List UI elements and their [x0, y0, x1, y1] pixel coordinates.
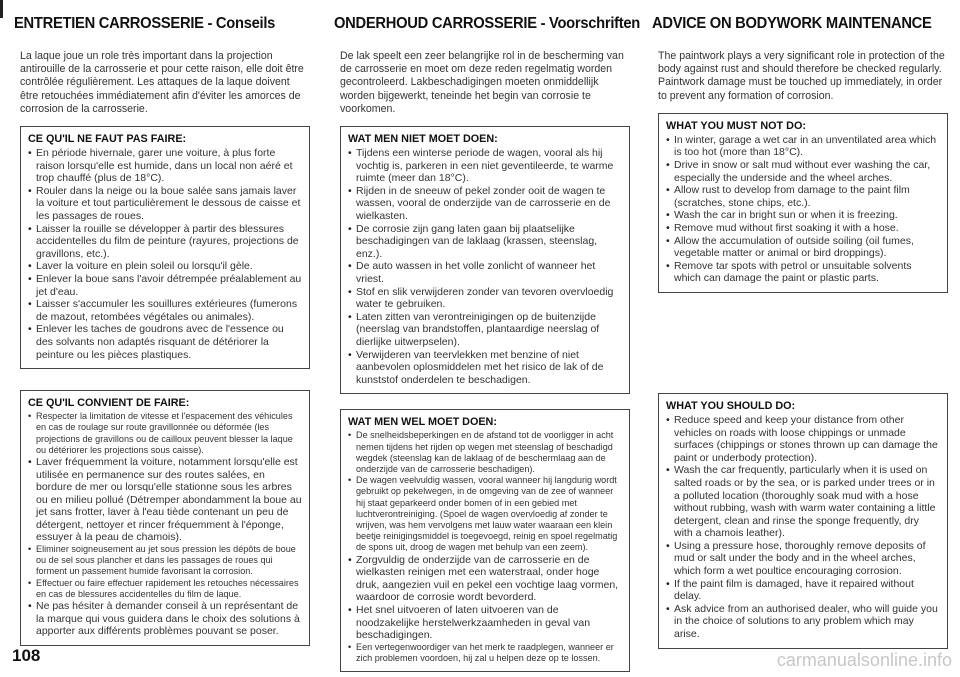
french-dont-title: CE QU'IL NE FAUT PAS FAIRE: [28, 133, 187, 146]
dutch-do-item: • Het snel uitvoeren of laten uitvoeren van de noodzakelijke herstelwerkzaamheden in geval van beschadigingen. [348, 604, 622, 642]
dutch-dont-box [340, 126, 630, 394]
french-dont-item: • Enlever les taches de goudrons avec de l'essence ou des solvants non adaptés risquant de détériorer la peinture ou les pièces plastiques. [28, 323, 302, 361]
english-dont-item: • Allow the accumulation of outside soiling (oil fumes, vegetable matter or animal or bird droppings). [666, 235, 940, 260]
watermark: carmanualsonline.info [776, 650, 952, 670]
french-dont-item: • En période hivernale, garer une voiture, à plus forte raison lorsqu'elle est humide, dans un local non aéré et trop chauffé (plus de 18°C). [28, 147, 302, 185]
french-do-item: • Eliminer soigneusement au jet sous pression les dépôts de boue ou de sel sous plancher et dans les passages de roues qui forment un passement humide favorisant la corrosion. [28, 544, 302, 578]
french-do-title: CE QU'IL CONVIENT DE FAIRE: [28, 397, 190, 410]
french-column [14, 14, 310, 646]
french-title: ENTRETIEN CARROSSERIE - Conseils [14, 15, 276, 32]
english-dont-title: WHAT YOU MUST NOT DO: [666, 119, 806, 132]
dutch-dont-item: • Stof en slik verwijderen zonder van tevoren overvloedig water te gebruiken. [348, 286, 622, 311]
page-number: 108 [12, 646, 41, 665]
english-dont-item: • Drive in snow or salt mud without ever washing the car, especially the underside and the wheel arches. [666, 159, 940, 184]
french-do-item: • Effectuer ou faire effectuer rapidement les retouches nécessaires en cas de blessures accidentelles du film de laque. [28, 578, 302, 600]
english-dont-item: • In winter, garage a wet car in an unventilated area which is too hot (more than 18°C). [666, 134, 940, 159]
english-column [652, 14, 948, 649]
dutch-column [334, 14, 641, 672]
french-do-box [20, 390, 310, 646]
french-do-item: • Respecter la limitation de vitesse et l'espacement des véhicules en cas de roulage sur route gravillonnée ou déformée (les projections de gravillons ou de cailloux peuvent blesser la laque ou détériorer les projections sous caisse). [28, 411, 302, 456]
english-dont-item: • Wash the car in bright sun or when it is freezing. [666, 209, 940, 222]
dutch-do-box [340, 409, 630, 672]
english-dont-item: • Remove tar spots with petrol or unsuitable solvents which can damage the paint or plastic parts. [666, 260, 940, 285]
dutch-dont-item: • Laten zitten van verontreinigingen op de buitenzijde (neerslag van brandstoffen, plantaardige neerslag of dierlijke uitwerpselen). [348, 311, 622, 349]
dutch-do-item: • De wagen veelvuldig wassen, vooral wanneer hij langdurig wordt gebruikt op pekelwegen, in de omgeving van de zee of wanneer hij staat geparkeerd onder bomen of in een gebied met luchtverontreiniging. (Spoel de wagen overvloedig af zonder te wrijven, was hem vervolgens met lauw water waaraan een klein beetje reinigingsmiddel is toegevoegd, reinig en spoel regelmatig de spons uit, droog de wagen met behulp van een zeem). [348, 475, 622, 553]
french-dont-item: • Enlever la boue sans l'avoir détrempée préalablement au jet d'eau. [28, 273, 302, 298]
english-dont-item: • Remove mud without first soaking it with a hose. [666, 222, 940, 235]
dutch-dont-item: • Rijden in de sneeuw of pekel zonder ooit de wagen te wassen, vooral de onderzijde van de carrosserie en de wielkasten. [348, 185, 622, 223]
french-dont-item: • Laver la voiture en plein soleil ou lorsqu'il gèle. [28, 260, 302, 273]
english-do-item: • Wash the car frequently, particularly when it is used on salted roads or by the sea, or is parked under trees or in a polluted location (thoroughly soak mud with a hose without rubbing, wash with warm water containing a little detergent, clean and rinse the sponge frequently, dry with a chamois leather). [666, 464, 940, 540]
french-do-item: • Laver fréquemment la voiture, notamment lorsqu'elle est utilisée en permanence sur des routes salées, en bordure de mer ou lorsqu'elle stationne sous les arbres ou en milieu pollué (Détremper abondamment la boue au jet sans frotter, laver à l'eau tiède contenant un peu de détergent, nettoyer et rincer fréquemment à l'éponge, essuyer à la peau de chamois). [28, 456, 302, 544]
dutch-dont-title: WAT MEN NIET MOET DOEN: [348, 133, 498, 146]
corner-mark [0, 0, 3, 18]
dutch-intro: De lak speelt een zeer belangrijke rol in de bescherming van de carrosserie en moet om deze reden regelmatig worden gecontroleerd. Lakbeschadigingen moeten onmiddellijk worden bijgewerkt, teneinde het begin van corrosie te voorkomen. [340, 50, 624, 115]
dutch-do-item: • Zorgvuldig de onderzijde van de carrosserie en de wielkasten reinigen met een waterstraal, onder hoge druk, aangezien vuil en pekel een vochtige laag vormen, waardoor de corrosie wordt bevorderd. [348, 554, 622, 604]
english-do-item: • If the paint film is damaged, have it repaired without delay. [666, 578, 940, 603]
dutch-dont-item: • Verwijderen van teervlekken met benzine of niet aanbevolen oplosmiddelen met het risico de lak of de kunststof onderdelen te beschadigen. [348, 349, 622, 387]
english-title: ADVICE ON BODYWORK MAINTENANCE [652, 15, 932, 32]
french-dont-item: • Laisser s'accumuler les souillures extérieures (fumerons de mazout, retombées végétales ou animales). [28, 298, 302, 323]
english-dont-box [658, 113, 948, 293]
english-do-title: WHAT YOU SHOULD DO: [666, 399, 796, 412]
english-dont-item: • Allow rust to develop from damage to the paint film (scratches, stone chips, etc.). [666, 184, 940, 209]
english-do-box [658, 393, 948, 649]
french-dont-item: • Rouler dans la neige ou la boue salée sans jamais laver la voiture et tout particulièrement le dessous de caisse et les passages de roues. [28, 185, 302, 223]
english-do-item: • Using a pressure hose, thoroughly remove deposits of mud or salt under the body and in the wheel arches, which form a wet poultice encouraging corrosion. [666, 540, 940, 578]
english-intro: The paintwork plays a very significant role in protection of the body against rust and should therefore be checked regularly. Paintwork damage must be touched up immediately, in order to prevent any formation of corrosion. [658, 50, 945, 102]
dutch-do-item: • De snelheidsbeperkingen en de afstand tot de voorligger in acht nemen tijdens het rijden op wegen met steenslag of beschadigd wegdek (steenslag kan de laklaag of de beschermlaag aan de onderzijde van de carrosserie beschadigen). [348, 430, 622, 475]
english-do-item: • Ask advice from an authorised dealer, who will guide you in the choice of solutions to any problem which may arise. [666, 603, 940, 641]
dutch-dont-item: • De auto wassen in het volle zonlicht of wanneer het vriest. [348, 260, 622, 285]
dutch-dont-item: • Tijdens een winterse periode de wagen, vooral als hij vochtig is, parkeren in een niet geventileerde, te warme ruimte (meer dan 18°C). [348, 147, 622, 185]
dutch-do-item: • Een vertegenwoordiger van het merk te raadplegen, wanneer er zich problemen voordoen, hij zal u helpen deze op te lossen. [348, 642, 622, 664]
dutch-do-title: WAT MEN WEL MOET DOEN: [348, 416, 497, 429]
dutch-title: ONDERHOUD CARROSSERIE - Voorschriften [334, 15, 641, 32]
english-do-item: • Reduce speed and keep your distance from other vehicles on roads with loose chippings or unmade surfaces (chippings or stones thrown up can damage the paint or underbody protection). [666, 414, 940, 464]
french-do-item: • Ne pas hésiter à demander conseil à un représentant de la marque qui vous guidera dans le choix des solutions à apporter aux différents problèmes pouvant se poser. [28, 600, 302, 638]
french-dont-box [20, 126, 310, 369]
french-intro: La laque joue un role très important dans la projection antirouille de la carrosserie et pour cette raison, elle doit être contrôlée régulièrement. Les attaques de la laque doivent être retouchées immédiatement afin d'éviter les amorces de corrosion de la carrosserie. [20, 50, 304, 115]
french-dont-item: • Laisser la rouille se développer à partir des blessures accidentelles du film de peinture (rayures, projections de gravillons, etc.). [28, 223, 302, 261]
dutch-dont-item: • De corrosie zijn gang laten gaan bij plaatselijke beschadigingen van de laklaag (krassen, steenslag, enz.). [348, 223, 622, 261]
